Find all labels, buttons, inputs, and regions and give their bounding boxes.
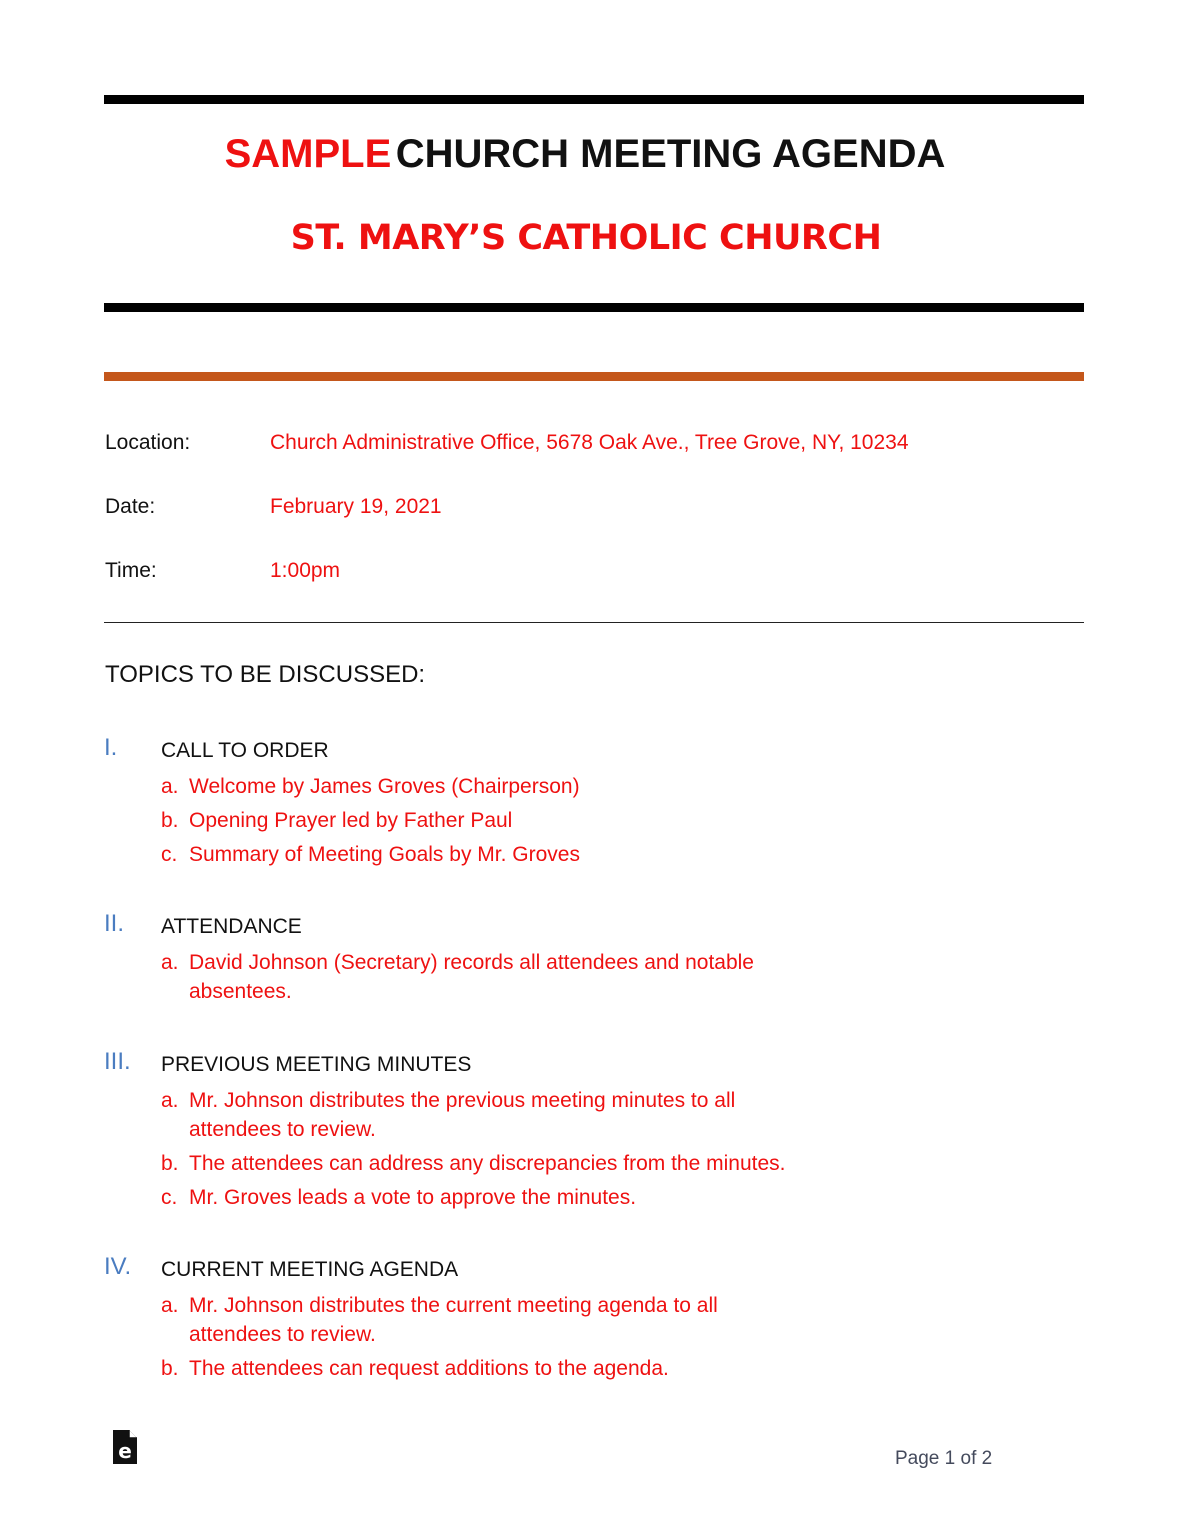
section-items [161,772,921,874]
list-item: a. Mr. Johnson distributes the current meeting agenda to all attendees to review. [161,1294,718,1346]
divider [104,622,1084,623]
section-title: CURRENT MEETING AGENDA [161,1258,459,1281]
page-number: Page 1 of 2 [895,1448,993,1469]
section-numeral: I. [104,734,118,761]
accent-rule [104,372,1084,381]
topics-heading: TOPICS TO BE DISCUSSED: [105,661,426,688]
section-items [161,1291,881,1388]
section-title: PREVIOUS MEETING MINUTES [161,1053,472,1076]
section-numeral: III. [104,1048,131,1075]
section-title: ATTENDANCE [161,915,302,938]
time-label: Time: [105,559,157,582]
eforms-logo-icon [111,1428,139,1466]
top-rule [104,95,1084,104]
church-name: ST. MARY’S CATHOLIC CHURCH [290,218,882,258]
list-item: c. Mr. Groves leads a vote to approve the minutes. [161,1186,637,1209]
title-highlight: SAMPLE [224,132,392,176]
list-item: b. The attendees can address any discrepancies from the minutes. [161,1152,786,1175]
section-items [161,1086,881,1217]
list-item: b. The attendees can request additions to the agenda. [161,1357,669,1380]
section-items [161,948,821,1011]
title-rest: CHURCH MEETING AGENDA [395,132,946,176]
section-numeral: IV. [104,1253,132,1280]
location-label: Location: [105,431,191,454]
location-value: Church Administrative Office, 5678 Oak Ave., Tree Grove, NY, 10234 [270,431,909,454]
date-value: February 19, 2021 [270,495,442,518]
time-value: 1:00pm [270,559,341,582]
list-item: c. Summary of Meeting Goals by Mr. Groves [161,843,580,866]
svg-text:e: e [118,1439,132,1463]
page-title [0,130,1170,178]
list-item: a. Welcome by James Groves (Chairperson) [161,775,580,798]
date-label: Date: [105,495,156,518]
section-numeral: II. [104,910,125,937]
middle-rule [104,303,1084,312]
list-item: a. David Johnson (Secretary) records all attendees and notable absentees. [161,951,754,1003]
list-item: a. Mr. Johnson distributes the previous meeting minutes to all attendees to review. [161,1089,736,1141]
list-item: b. Opening Prayer led by Father Paul [161,809,513,832]
section-title: CALL TO ORDER [161,739,329,762]
